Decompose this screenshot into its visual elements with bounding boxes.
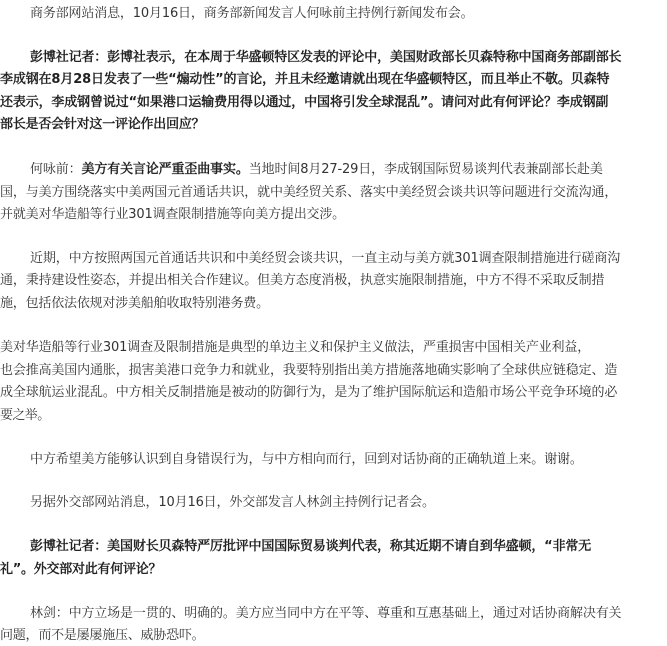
paragraph-hope: 中方希望美方能够认识到自身错误行为，与中方相向而行，回到对话协商的正确轨道上来。谢谢。 — [30, 452, 583, 467]
answer-key-statement: 美方有关言论严重歪曲事实。 — [81, 162, 249, 177]
paragraph-mfa-intro: 另据外交部网站消息，10月16日，外交部发言人林剑主持例行记者会。 — [30, 495, 435, 510]
speaker-label: 何咏前： — [30, 162, 82, 177]
paragraph-mofcom-intro: 商务部网站消息，10月16日，商务部新闻发言人何咏前主持例行新闻发布会。 — [30, 6, 474, 21]
article-page: 商务部网站消息，10月16日，商务部新闻发言人何咏前主持例行新闻发布会。 彭博社记者：彭博社表示，在本周于华盛顿特区发表的评论中，美国财政部长贝森特称中国商务部副部长 李成钢在8月28日发表了一些“煽动性”的言论，并且未经邀请就出现在华盛顿特区，而且举止不敬。贝森特 还表示，李成钢曾说过“如果港口运输费用得以通过，中国将引发全球混乱”。请问对此有何评论？李成钢副 部长是否会针对这一评论作出回应？ 何咏前：美方有关言论严重歪曲事实。当地时间8月27-29日，李成钢国际贸易谈判代表兼副部长赴美 国，与美方围绕落实中美两国元首通话共识，就中美经贸关系、落实中美经贸会谈共识等问题进行交流沟通， 并就美对华造船等行业301调查限制措施等向美方提出交涉。 近期，中方按照两国元首通话共识和中美经贸会谈共识，一直主动与美方就301调查限制措施进行磋商沟 通，秉持建设性姿态，并提出相关合作建议。但美方态度消极，执意实施限制措施，中方不得不采取反制措 施，包括依法依规对涉美船舶收取特别港务费。 美对华造船等行业301调查及限制措施是典型的单边主义和保护主义做法，严重损害中国相关产业利益， 也会推高美国内通胀，损害美港口竞争力和就业，我要特别指出美方措施落地确实影响了全球供应链稳定、造 成全球航运业混乱。中方相关反制措施是被动的防御行为，是为了维护国际航运和造船市场公平竞争环境的必 要之举。 中方希望美方能够认识到自身错误行为，与中方相向而行，回到对话协商的正确轨道上来。谢谢。 另据外交部网站消息，10月16日，外交部发言人林剑主持例行记者会。 彭博社记者：美国财长贝森特严厉批评中国国际贸易谈判代表，称其近期不请自到华盛顿，“非常无 礼”。外交部对此有何评论？ 林剑：中方立场是一贯的、明确的。美方应当同中方在平等、尊重和互惠基础上，通过对话协商解决有关 问题，而不是屡屡施压、威胁恐吓。 — [0, 0, 667, 632]
